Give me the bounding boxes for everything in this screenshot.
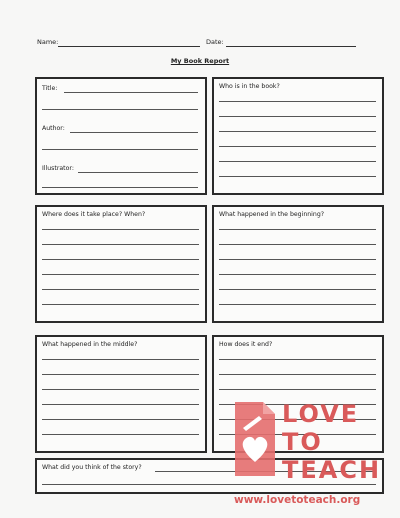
middle-question: What happened in the middle? [42, 341, 138, 348]
name-label: Name: [37, 38, 59, 46]
logo-to-text: TO [282, 428, 323, 456]
answer-line [219, 274, 376, 275]
answer-line [219, 389, 376, 390]
where-box [35, 205, 207, 323]
answer-line [42, 304, 199, 305]
answer-line [219, 304, 376, 305]
who-question: Who is in the book? [219, 83, 280, 90]
book-info-box [35, 77, 207, 195]
answer-line [42, 229, 199, 230]
logo-teach-text: TEACH [282, 456, 382, 484]
answer-line [219, 161, 376, 162]
answer-line [42, 259, 199, 260]
title-label: Title: [42, 85, 58, 92]
answer-line [42, 434, 199, 435]
beginning-question: What happened in the beginning? [219, 211, 325, 218]
answer-line [42, 359, 199, 360]
answer-line [219, 101, 376, 102]
date-label: Date: [206, 38, 224, 46]
date-line [226, 46, 356, 47]
answer-line [219, 116, 376, 117]
middle-box [35, 335, 207, 453]
logo-url: www.lovetoteach.org [234, 494, 361, 506]
document-fold-icon [263, 402, 275, 414]
answer-line [219, 244, 376, 245]
name-line [58, 46, 200, 47]
answer-line [42, 289, 199, 290]
title-line [64, 92, 198, 93]
illustrator-line-2 [42, 187, 198, 188]
who-box [212, 77, 384, 195]
answer-line [219, 131, 376, 132]
answer-line [219, 259, 376, 260]
answer-line [219, 146, 376, 147]
answer-line [42, 244, 199, 245]
answer-line [42, 404, 199, 405]
author-line [70, 132, 198, 133]
answer-line [42, 274, 199, 275]
page-title: My Book Report [170, 57, 230, 65]
title-line-2 [42, 109, 198, 110]
beginning-box [212, 205, 384, 323]
answer-line [219, 176, 376, 177]
logo-love-text: LOVE [282, 400, 360, 428]
author-label: Author: [42, 125, 65, 132]
answer-line [219, 374, 376, 375]
where-question: Where does it take place? When? [42, 211, 146, 218]
illustrator-line [78, 172, 198, 173]
illustrator-label: Illustrator: [42, 165, 74, 172]
answer-line [219, 359, 376, 360]
think-question: What did you think of the story? [42, 464, 142, 471]
author-line-2 [42, 149, 198, 150]
answer-line [42, 419, 199, 420]
answer-line [42, 374, 199, 375]
answer-line [219, 229, 376, 230]
answer-line [42, 389, 199, 390]
end-question: How does it end? [219, 341, 273, 348]
answer-line [219, 289, 376, 290]
